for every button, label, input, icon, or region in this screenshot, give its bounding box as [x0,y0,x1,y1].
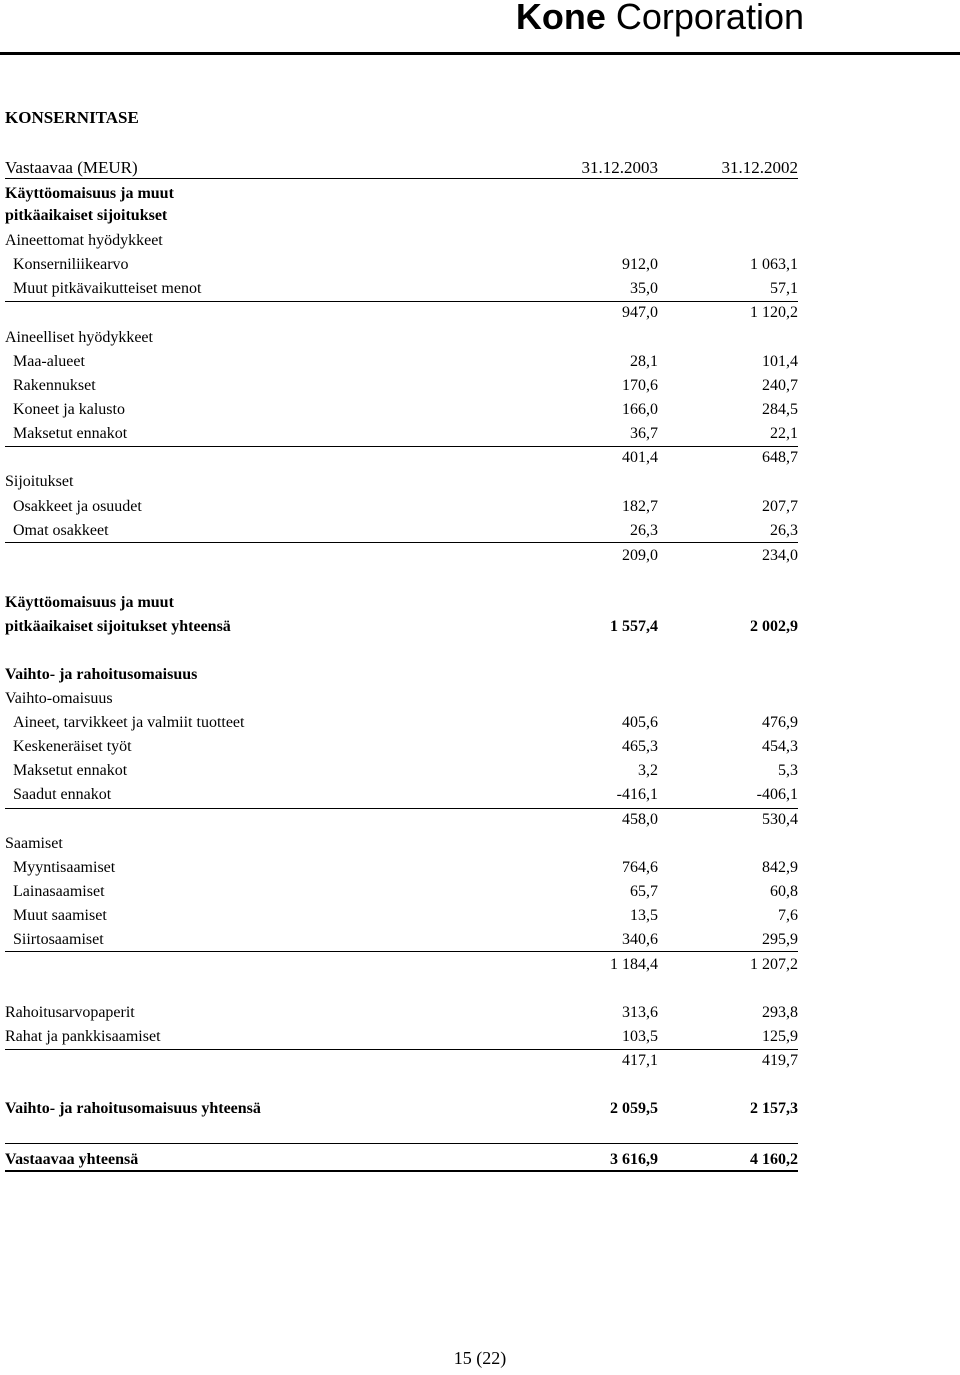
value-2002: 5,3 [778,762,798,779]
value-2003: 103,5 [622,1028,658,1045]
value-2002: 125,9 [762,1028,798,1045]
value-2002: 284,5 [762,401,798,418]
row-label: Siirtosaamiset [13,931,104,948]
row-label: Rahoitusarvopaperit [5,1004,135,1021]
value-2002: 295,9 [762,931,798,948]
row-label: Maa-alueet [13,353,85,370]
value-2003: 166,0 [622,401,658,418]
value-2002: 22,1 [770,425,798,442]
row-label: Rahat ja pankkisaamiset [5,1028,161,1045]
value-2002: 1 120,2 [750,304,798,321]
value-2002: 26,3 [770,522,798,539]
table-row [5,1149,798,1171]
value-2003: 458,0 [622,811,658,828]
value-2002: -406,1 [756,786,798,803]
row-label: Aineet, tarvikkeet ja valmiit tuotteet [13,714,245,731]
row-label: Osakkeet ja osuudet [13,498,142,515]
table-row [5,375,798,397]
row-label: Konserniliikearvo [13,256,129,273]
table-row [5,688,798,710]
value-2003: 36,7 [630,425,658,442]
value-2003: 182,7 [622,498,658,515]
row-label: Omat osakkeet [13,522,109,539]
value-2003: 313,6 [622,1004,658,1021]
table-row [5,1098,798,1120]
value-2002: 2 157,3 [750,1100,798,1117]
table-row [5,230,798,252]
page-number: 15 (22) [453,1348,507,1368]
table-row [5,905,798,927]
subtotal-rule [5,808,798,809]
value-2002: 60,8 [770,883,798,900]
row-label: Aineelliset hyödykkeet [5,329,153,346]
row-label: Maksetut ennakot [13,762,128,779]
table-row [5,1026,798,1048]
table-row [5,254,798,276]
column-header-label: Vastaavaa (MEUR) [5,158,138,177]
table-row [5,784,798,806]
column-header-2003: 31.12.2003 [581,158,658,177]
company-logo [516,0,804,38]
table-row [5,809,798,831]
row-label: Lainasaamiset [13,883,105,900]
header-divider [0,52,960,55]
table-row [5,351,798,373]
value-2002: 419,7 [762,1052,798,1069]
table-row [5,471,798,493]
row-label: Rakennukset [13,377,96,394]
table-row [5,954,798,976]
row-label: Sijoitukset [5,473,74,490]
row-label: Vaihto- ja rahoitusomaisuus yhteensä [5,1100,261,1117]
table-row [5,183,798,205]
subtotal-rule [5,301,798,302]
value-2003: 65,7 [630,883,658,900]
value-2003: 405,6 [622,714,658,731]
value-2003: 401,4 [622,449,658,466]
value-2002: 1 063,1 [750,256,798,273]
value-2002: 234,0 [762,547,798,564]
table-row [5,1002,798,1024]
value-2003: 1 557,4 [610,618,658,635]
value-2003: 35,0 [630,280,658,297]
row-label: Vaihto- ja rahoitusomaisuus [5,666,198,683]
value-2002: 207,7 [762,498,798,515]
row-label: Käyttöomaisuus ja muut [5,594,174,611]
table-row [5,278,798,300]
value-2002: 57,1 [770,280,798,297]
row-label: pitkäaikaiset sijoitukset [5,207,168,224]
value-2002: 648,7 [762,449,798,466]
value-2003: 340,6 [622,931,658,948]
value-2002: 240,7 [762,377,798,394]
logo-text: Corporation [615,0,804,37]
value-2003: 13,5 [630,907,658,924]
page-title: KONSERNITASE [5,108,139,127]
value-2002: 1 207,2 [750,956,798,973]
value-2003: 3,2 [638,762,658,779]
value-2003: 209,0 [622,547,658,564]
value-2002: 530,4 [762,811,798,828]
value-2003: -416,1 [616,786,658,803]
table-row [5,399,798,421]
row-label: Vaihto-omaisuus [5,690,113,707]
row-label: Saamiset [5,835,63,852]
row-label: Koneet ja kalusto [13,401,125,418]
row-label: Myyntisaamiset [13,859,116,876]
value-2003: 28,1 [630,353,658,370]
table-row [5,327,798,349]
row-label: Aineettomat hyödykkeet [5,232,163,249]
logo-bold-text: Kone [515,0,606,37]
table-row [5,205,798,227]
subtotal-rule [5,446,798,447]
value-2003: 947,0 [622,304,658,321]
row-label: Käyttöomaisuus ja muut [5,185,174,202]
value-2002: 293,8 [762,1004,798,1021]
table-row [5,833,798,855]
value-2003: 764,6 [622,859,658,876]
value-2003: 417,1 [622,1052,658,1069]
table-row [5,545,798,567]
table-row [5,712,798,734]
value-2003: 2 059,5 [610,1100,658,1117]
value-2003: 3 616,9 [610,1151,658,1168]
table-row [5,664,798,686]
table-row [5,857,798,879]
value-2002: 2 002,9 [750,618,798,635]
row-label: Vastaavaa yhteensä [5,1151,139,1168]
subtotal-rule [5,542,798,543]
value-2002: 454,3 [762,738,798,755]
table-row [5,1050,798,1072]
value-2003: 1 184,4 [610,956,658,973]
subtotal-rule [5,951,798,952]
table-row [5,616,798,638]
value-2003: 912,0 [622,256,658,273]
table-row [5,592,798,614]
table-row [5,736,798,758]
row-label: Keskeneräiset työt [13,738,132,755]
subtotal-rule [5,1049,798,1050]
table-row [5,881,798,903]
value-2002: 476,9 [762,714,798,731]
table-row [5,520,798,542]
table-row [5,447,798,469]
subtotal-rule [5,1143,798,1144]
row-label: Muut pitkävaikutteiset menot [13,280,202,297]
table-row [5,496,798,518]
value-2003: 465,3 [622,738,658,755]
table-row [5,423,798,445]
value-2002: 7,6 [778,907,798,924]
row-label: Saadut ennakot [13,786,112,803]
row-label: pitkäaikaiset sijoitukset yhteensä [5,618,231,635]
column-header [5,158,798,179]
value-2003: 26,3 [630,522,658,539]
row-label: Muut saamiset [13,907,107,924]
table-row [5,302,798,324]
value-2002: 4 160,2 [750,1151,798,1168]
column-header-2002: 31.12.2002 [721,158,798,177]
value-2003: 170,6 [622,377,658,394]
row-label: Maksetut ennakot [13,425,128,442]
table-row [5,929,798,951]
subtotal-rule [5,1170,798,1172]
table-row [5,760,798,782]
value-2002: 101,4 [762,353,798,370]
value-2002: 842,9 [762,859,798,876]
